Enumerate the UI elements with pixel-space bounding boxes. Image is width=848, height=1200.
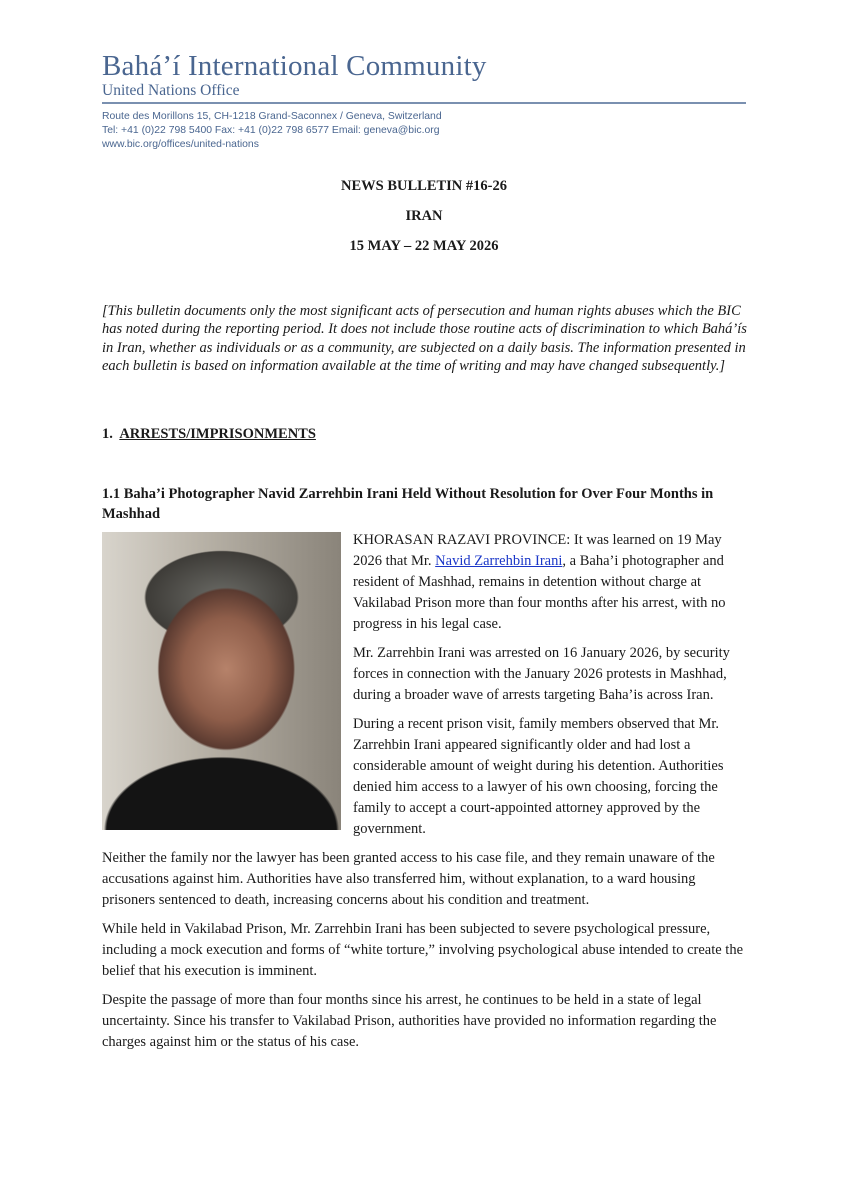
person-link[interactable]: Navid Zarrehbin Irani	[435, 553, 563, 569]
intro-paragraph: [This bulletin documents only the most significant acts of persecution and human rights abuses which the BIC has noted during the reporting period. It does not include those routine acts of discrimination to which Bahá’ís in Iran, whether as individuals or as a community, are subjected on a daily basis. The information presented in each bulletin is based on information available at the time of writing and may have changed subsequently.]	[102, 303, 747, 375]
section-title: ARRESTS/IMPRISONMENTS	[119, 426, 316, 442]
portrait-photo	[102, 532, 341, 830]
contact-block	[102, 110, 442, 152]
paragraph-4: Neither the family nor the lawyer has been granted access to his case file, and they remain unaware of the accusations against him. Authorities have also transferred him, without explanation, to a ward housing prisoners sentenced to death, increasing concerns about his condition and treatment.	[102, 850, 715, 908]
section-heading	[102, 426, 316, 443]
paragraph-5: While held in Vakilabad Prison, Mr. Zarrehbin Irani has been subjected to severe psychological pressure, including a mock execution and forms of “white torture,” involving psychological abuse intended to create the belief that his execution is imminent.	[102, 921, 744, 979]
phone-line: Tel: +41 (0)22 798 5400 Fax: +41 (0)22 798 6577 Email: geneva@bic.org	[102, 125, 440, 136]
subsection-heading: 1.1 Baha’i Photographer Navid Zarrehbin Irani Held Without Resolution for Over Four Months in Mashhad	[102, 486, 714, 522]
section-number: 1.	[102, 426, 113, 442]
paragraph-1-text: KHORASAN RAZAVI PROVINCE: It was learned on 19 May 2026 that Mr.	[353, 532, 722, 569]
org-name: Bahá’í International Community	[102, 50, 487, 82]
paragraph-1-text-end: , a Baha’i photographer and resident of Mashhad, remains in detention without charge at Vakilabad Prison more than four months after his arrest, with no progress in his legal case.	[353, 553, 726, 632]
header-divider	[102, 102, 746, 104]
address-line: Route des Morillons 15, CH-1218 Grand-Saconnex / Geneva, Switzerland	[102, 111, 442, 122]
article-body	[102, 532, 746, 1061]
paragraph-6: Despite the passage of more than four months since his arrest, he continues to be held in a state of legal uncertainty. Since his transfer to Vakilabad Prison, authorities have provided no information regarding the charges against him or the status of his case.	[102, 992, 717, 1050]
paragraph-2: Mr. Zarrehbin Irani was arrested on 16 January 2026, by security forces in connection with the January 2026 protests in Mashhad, during a broader wave of arrests targeting Baha’is across Iran.	[353, 645, 730, 703]
bulletin-period: 15 MAY – 22 MAY 2026	[349, 238, 499, 254]
bulletin-titles	[0, 176, 848, 266]
bulletin-number: NEWS BULLETIN #16-26	[341, 178, 507, 194]
website-line: www.bic.org/offices/united-nations	[102, 139, 259, 150]
org-subtitle: United Nations Office	[102, 82, 240, 99]
bulletin-country: IRAN	[405, 208, 443, 224]
paragraph-3: During a recent prison visit, family members observed that Mr. Zarrehbin Irani appeared significantly older and had lost a considerable amount of weight during his detention. Authorities denied him access to a lawyer of his own choosing, forcing the family to accept a court-appointed attorney approved by the government.	[353, 716, 724, 837]
